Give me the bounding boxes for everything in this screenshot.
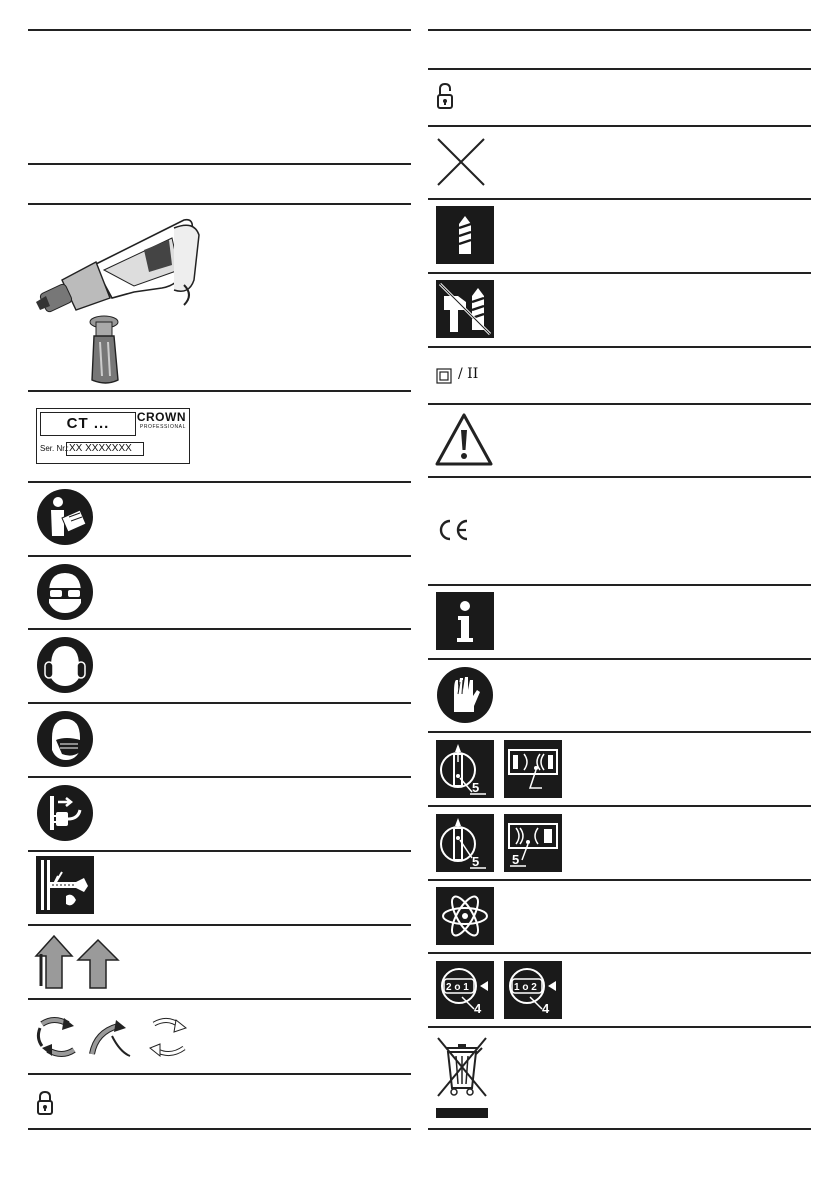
left-rule-4 — [28, 390, 411, 392]
right-rule-15 — [428, 1026, 811, 1028]
right-rule-6 — [428, 346, 811, 348]
protection-class-ii-icon — [436, 368, 452, 384]
right-rule-16 — [428, 1128, 811, 1130]
wear-safety-goggles-icon — [36, 563, 94, 621]
right-rule-9 — [428, 584, 811, 586]
weee-recycling-bin-icon — [434, 1034, 494, 1122]
left-rule-12 — [28, 998, 411, 1000]
hammer-drill-illustration — [34, 210, 204, 385]
left-rule-1 — [28, 29, 411, 31]
mode-dial-hammer-icons — [436, 814, 562, 872]
speed-dial-label-b: 1 o 2 — [514, 982, 537, 993]
left-rule-7 — [28, 628, 411, 630]
speed-dial-number-b: 4 — [542, 1001, 550, 1016]
left-rule-13 — [28, 1073, 411, 1075]
wear-gloves-icon — [436, 666, 494, 724]
speed-dial-icons — [436, 961, 562, 1019]
right-rule-4 — [428, 198, 811, 200]
mode-dial-number-c: 5 — [512, 852, 520, 867]
left-rule-10 — [28, 850, 411, 852]
rating-label — [36, 408, 190, 464]
hidden-wiring-warning-icon — [36, 856, 94, 914]
left-rule-9 — [28, 776, 411, 778]
right-rule-7 — [428, 403, 811, 405]
mode-dial-number-a: 5 — [472, 780, 480, 795]
right-rule-13 — [428, 879, 811, 881]
label-brand-sub: PROFESSIONAL — [139, 424, 186, 430]
lock-open-icon — [436, 82, 454, 110]
right-rule-8 — [428, 476, 811, 478]
left-rule-2 — [28, 163, 411, 165]
label-model: CT ... — [40, 412, 136, 436]
left-rule-14 — [28, 1128, 411, 1130]
lock-closed-icon — [36, 1090, 54, 1116]
right-rule-3 — [428, 125, 811, 127]
left-rule-8 — [28, 702, 411, 704]
label-serial-caption: Ser. Nr.: — [40, 444, 69, 453]
speed-dial-label-a: 2 o 1 — [446, 982, 469, 993]
mode-dial-icons — [436, 740, 562, 798]
label-brand-name: CROWN — [136, 410, 186, 424]
drilling-mode-icon — [436, 206, 494, 264]
left-rule-3 — [28, 203, 411, 205]
left-rule-11 — [28, 924, 411, 926]
label-serial-value: XX XXXXXXX — [66, 442, 144, 456]
right-rule-14 — [428, 952, 811, 954]
right-rule-12 — [428, 805, 811, 807]
wear-dust-mask-icon — [36, 710, 94, 768]
rotation-direction-icons — [34, 1012, 190, 1062]
read-manual-icon — [36, 488, 94, 546]
label-brand — [137, 411, 186, 430]
right-rule-2 — [428, 68, 811, 70]
no-hammer-mode-icon — [436, 280, 494, 338]
left-rule-5 — [28, 481, 411, 483]
warning-triangle-icon — [434, 412, 494, 468]
right-rule-1 — [428, 29, 811, 31]
information-icon — [436, 592, 494, 650]
mode-dial-number-b: 5 — [472, 854, 480, 869]
wear-ear-protection-icon — [36, 636, 94, 694]
right-rule-5 — [428, 272, 811, 274]
arrow-direction-icons — [34, 934, 124, 990]
left-rule-6 — [28, 555, 411, 557]
unplug-before-service-icon — [36, 784, 94, 842]
ce-mark-icon — [436, 518, 470, 542]
atom-icon — [436, 887, 494, 945]
right-rule-11 — [428, 731, 811, 733]
cross-icon — [436, 137, 486, 187]
protection-class-text: / II — [458, 366, 479, 382]
speed-dial-number-a: 4 — [474, 1001, 482, 1016]
right-rule-10 — [428, 658, 811, 660]
